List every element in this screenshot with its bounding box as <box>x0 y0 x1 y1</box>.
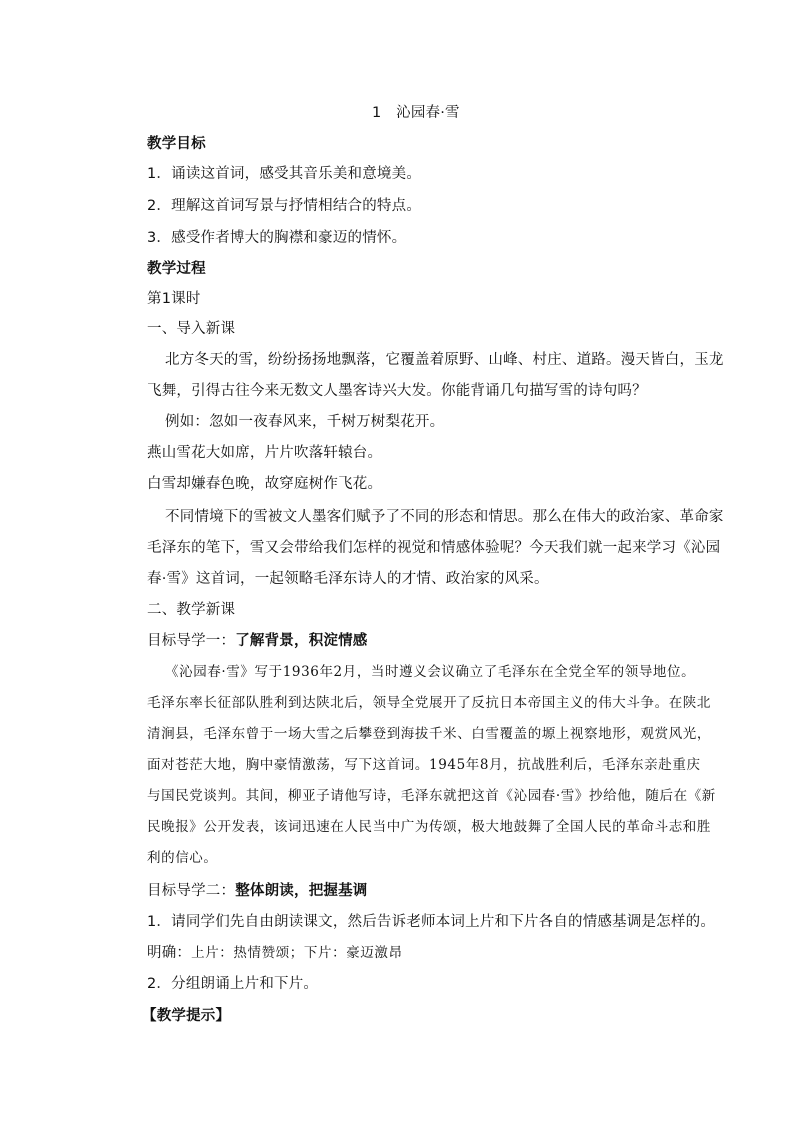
answer-text: 上片：热情赞颂；下片：豪迈激昂 <box>191 945 403 961</box>
goal-guide-label: 目标导学二： <box>147 883 236 899</box>
heading-teaching-process: 教学过程 <box>147 261 206 277</box>
teaching-tip-heading: 【教学提示】 <box>142 1008 231 1024</box>
background-line: 毛泽东率长征部队胜利到达陕北后，领导全党展开了反抗日本帝国主义的伟大斗争。在陕北 <box>147 695 711 711</box>
background-line: 利的信心。 <box>147 850 218 866</box>
answer-label: 明确： <box>147 945 192 961</box>
background-line: 面对苍茫大地，胸中豪情激荡，写下这首词。1945年8月，抗战胜利后，毛泽东亲赴重庆 <box>147 757 701 773</box>
paragraph-line: 北方冬天的雪，纷纷扬扬地飘落，它覆盖着原野、山峰、村庄、道路。漫天皆白，玉龙 <box>165 352 724 368</box>
answer-line <box>147 943 403 963</box>
question-2: 2．分组朗诵上片和下片。 <box>147 976 319 992</box>
background-line: 《沁园春·雪》写于1936年2月，当时遵义会议确立了毛泽东在全党全军的领导地位。 <box>165 664 696 680</box>
goal-guide-text: 整体朗读，把握基调 <box>235 883 368 899</box>
paragraph-line: 毛泽东的笔下，雪又会带给我们怎样的视觉和情感体验呢？今天我们就一起来学习《沁园 <box>147 540 721 556</box>
lesson-title: 1 沁园春·雪 <box>372 105 460 121</box>
example-line: 例如：忽如一夜春风来，千树万树梨花开。 <box>165 414 445 430</box>
example-line: 燕山雪花大如席，片片吹落轩辕台。 <box>147 445 383 461</box>
goal-guide-2 <box>147 881 368 901</box>
paragraph-line: 不同情境下的雪被文人墨客们赋予了不同的形态和情思。那么在伟大的政治家、革命家 <box>165 509 724 525</box>
goal-guide-text: 了解背景，积淀情感 <box>235 633 368 649</box>
goal-item: 1．诵读这首词，感受其音乐美和意境美。 <box>147 166 422 182</box>
example-line: 白雪却嫌春色晚，故穿庭树作飞花。 <box>147 476 383 492</box>
section-heading-new-lesson: 二、教学新课 <box>147 602 236 618</box>
background-line: 与国民党谈判。其间，柳亚子请他写诗，毛泽东就把这首《沁园春·雪》抄给他，随后在《新 <box>147 788 716 804</box>
section-heading-intro: 一、导入新课 <box>147 321 236 337</box>
background-line: 民晚报》公开发表，该词迅速在人民当中广为传颂，极大地鼓舞了全国人民的革命斗志和胜 <box>147 819 711 835</box>
paragraph-line: 飞舞，引得古往今来无数文人墨客诗兴大发。你能背诵几句描写雪的诗句吗？ <box>147 383 647 399</box>
goal-guide-label: 目标导学一： <box>147 633 236 649</box>
paragraph-line: 春·雪》这首词，一起领略毛泽东诗人的才情、政治家的风采。 <box>147 571 549 587</box>
goal-guide-1 <box>147 631 368 651</box>
goal-item: 3．感受作者博大的胸襟和豪迈的情怀。 <box>147 230 407 246</box>
question-1: 1．请同学们先自由朗读课文，然后告诉老师本词上片和下片各自的情感基调是怎样的。 <box>147 914 716 930</box>
lesson-number: 第1课时 <box>147 291 201 307</box>
background-line: 清涧县，毛泽东曾于一场大雪之后攀登到海拔千米、白雪覆盖的塬上视察地形，观赏风光， <box>147 726 711 742</box>
goal-item: 2．理解这首词写景与抒情相结合的特点。 <box>147 198 422 214</box>
heading-teaching-goals: 教学目标 <box>147 136 206 152</box>
